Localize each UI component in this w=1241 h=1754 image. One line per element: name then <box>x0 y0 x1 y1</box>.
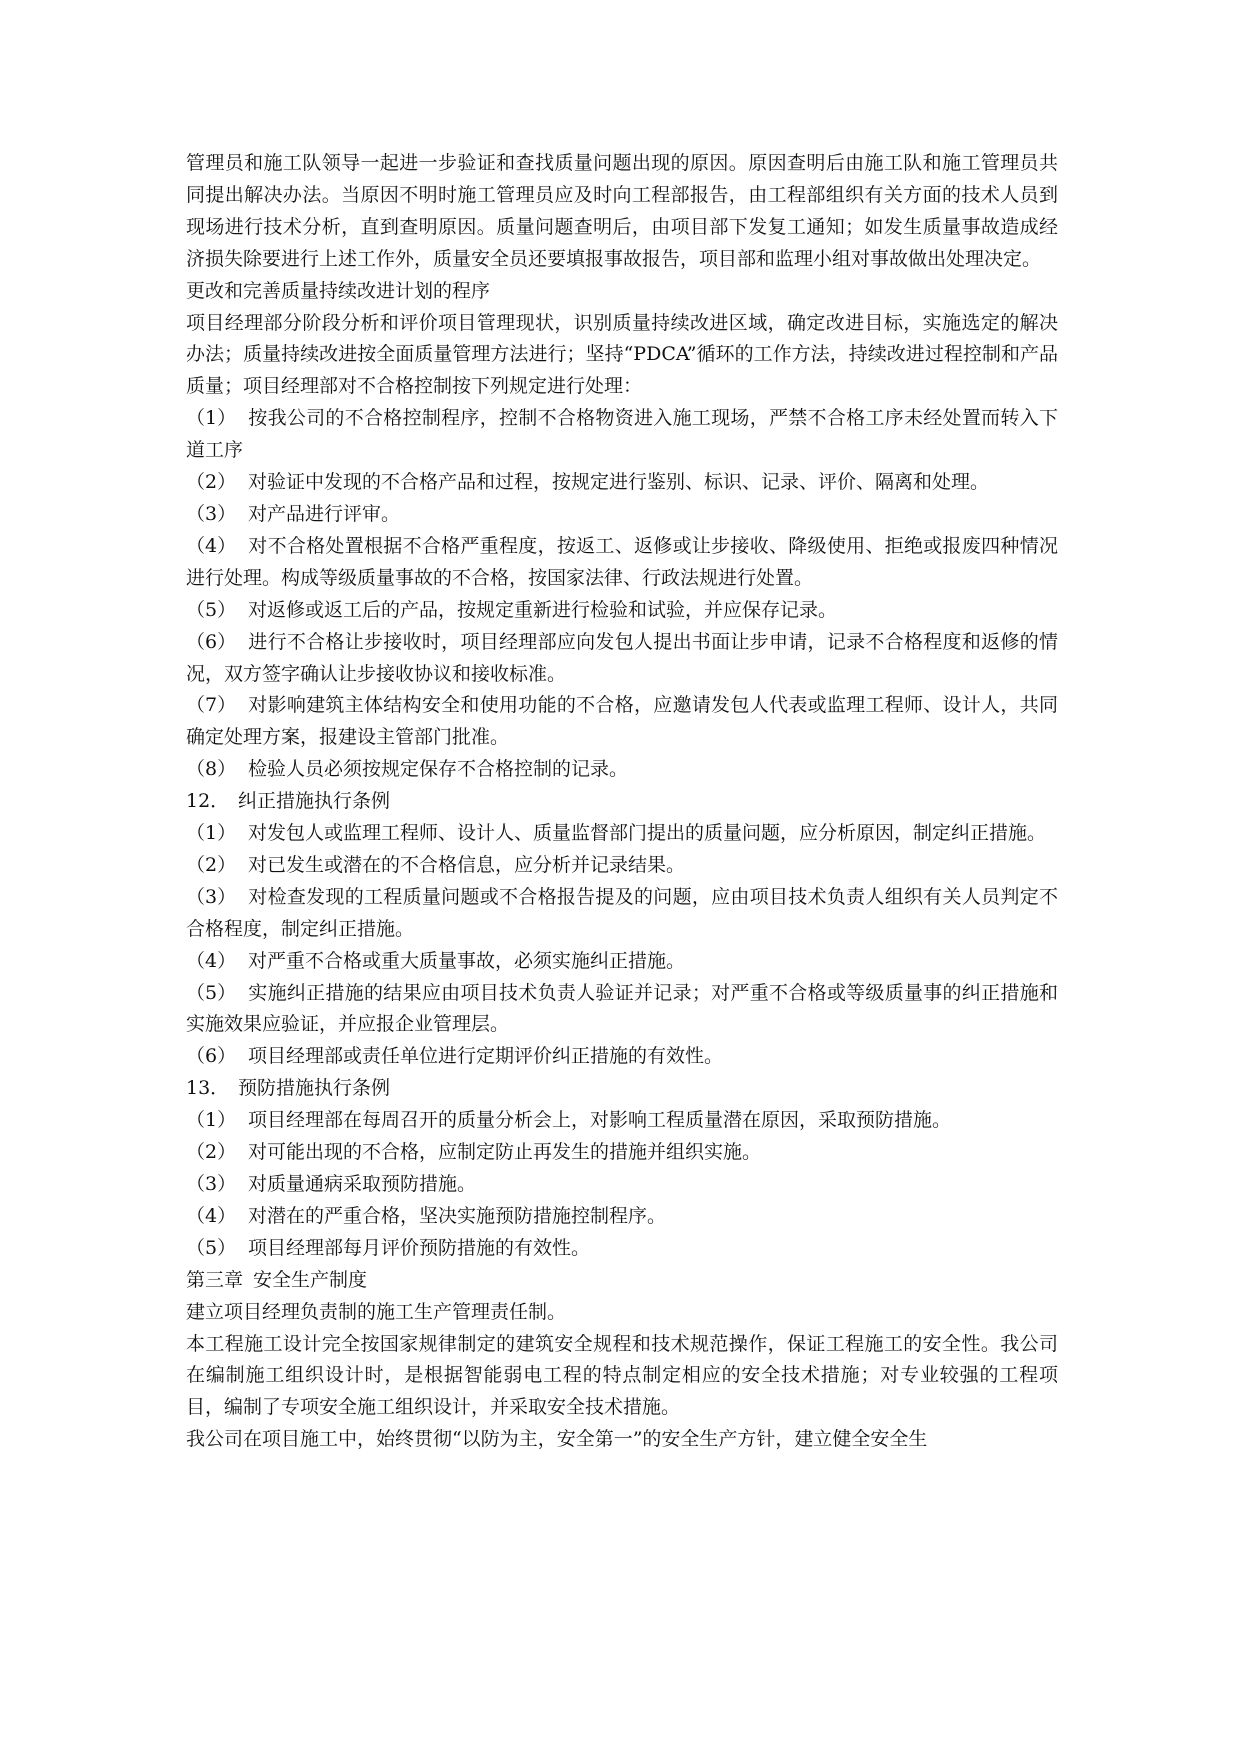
list-item-text: 检验人员必须按规定保存不合格控制的记录。 <box>248 758 629 781</box>
list-item <box>186 1233 1058 1265</box>
document-page <box>186 148 1058 1456</box>
list-item <box>186 850 1058 882</box>
list-item-number: （1） <box>186 1109 237 1132</box>
list-item-text: 对不合格处置根据不合格严重程度，按返工、返修或让步接收、降级使用、拒绝或报废四种情况进行处理。构成等级质量事故的不合格，按国家法律、行政法规进行处置。 <box>186 534 1058 589</box>
list-item <box>186 467 1058 499</box>
list-item <box>186 882 1058 946</box>
list-item <box>186 690 1058 754</box>
list-item <box>186 1105 1058 1137</box>
list-item-number: （4） <box>186 534 237 557</box>
list-item-number: （1） <box>186 822 237 845</box>
list-item-text: 对检查发现的工程质量问题或不合格报告提及的问题，应由项目技术负责人组织有关人员判定不合格程度，制定纠正措施。 <box>186 885 1058 940</box>
list-item-number: （5） <box>186 598 237 621</box>
list-item-text: 项目经理部每月评价预防措施的有效性。 <box>248 1236 591 1259</box>
list-item-number: （4） <box>186 949 237 972</box>
subheading: 更改和完善质量持续改进计划的程序 <box>186 279 491 302</box>
list-item <box>186 499 1058 531</box>
list-item-number: （1） <box>186 407 237 430</box>
list-item-number: （6） <box>186 630 237 653</box>
list-item <box>186 1137 1058 1169</box>
list-item-text: 对可能出现的不合格，应制定防止再发生的措施并组织实施。 <box>248 1141 762 1164</box>
list-item-number: （5） <box>186 981 237 1004</box>
list-item <box>186 1041 1058 1073</box>
list-item-text: 实施纠正措施的结果应由项目技术负责人验证并记录；对严重不合格或等级质量事的纠正措施和实施效果应验证，并应报企业管理层。 <box>186 981 1058 1036</box>
paragraph: 本工程施工设计完全按国家规律制定的建筑安全规程和技术规范操作，保证工程施工的安全性。我公司在编制施工组织设计时，是根据智能弱电工程的特点制定相应的安全技术措施；对专业较强的工程项目，编制了专项安全施工组织设计，并采取安全技术措施。 <box>186 1332 1058 1419</box>
chapter-heading <box>186 1265 1058 1297</box>
list-item-number: （4） <box>186 1204 237 1227</box>
list-item-number: （2） <box>186 471 237 494</box>
chapter-title: 安全生产制度 <box>253 1268 368 1291</box>
list-item-number: （7） <box>186 694 237 717</box>
list-item-text: 按我公司的不合格控制程序，控制不合格物资进入施工现场，严禁不合格工序未经处置而转入下道工序 <box>186 407 1058 462</box>
list-item-number: （3） <box>186 1173 237 1195</box>
paragraph: 管理员和施工队领导一起进一步验证和查找质量问题出现的原因。原因查明后由施工队和施工管理员共同提出解决办法。当原因不明时施工管理员应及时向工程部报告，由工程部组织有关方面的技术人员到现场进行技术分析，直到查明原因。质量问题查明后，由项目部下发复工通知；如发生质量事故造成经济损失除要进行上述工作外，质量安全员还要填报事故报告，项目部和监理小组对事故做出处理决定。 <box>186 152 1058 270</box>
list-item <box>186 754 1058 786</box>
section-title: 预防措施执行条例 <box>238 1077 391 1100</box>
list-item-number: （3） <box>186 885 237 908</box>
paragraph: 我公司在项目施工中，始终贯彻“以防为主，安全第一”的安全生产方针，建立健全安全生 <box>186 1428 928 1451</box>
list-item <box>186 1169 1058 1201</box>
list-item-number: （8） <box>186 758 237 781</box>
list-item-text: 对质量通病采取预防措施。 <box>248 1173 477 1195</box>
list-item-text: 对返修或返工后的产品，按规定重新进行检验和试验，并应保存记录。 <box>248 598 838 621</box>
section-number: 13． <box>186 1077 230 1100</box>
list-item <box>186 818 1058 850</box>
list-item-text: 项目经理部在每周召开的质量分析会上，对影响工程质量潜在原因，采取预防措施。 <box>248 1109 952 1132</box>
list-item-number: （2） <box>186 853 237 876</box>
list-item-text: 进行不合格让步接收时，项目经理部应向发包人提出书面让步申请，记录不合格程度和返修的情况，双方签字确认让步接收协议和接收标准。 <box>186 630 1058 685</box>
list-item-text: 对严重不合格或重大质量事故，必须实施纠正措施。 <box>248 949 686 972</box>
list-item-text: 对产品进行评审。 <box>248 502 401 525</box>
section-number: 12． <box>186 790 230 813</box>
list-item <box>186 978 1058 1042</box>
list-item-number: （2） <box>186 1141 237 1164</box>
list-item-text: 对潜在的严重合格，坚决实施预防措施控制程序。 <box>248 1204 667 1227</box>
chapter-number: 第三章 <box>186 1268 244 1291</box>
list-item <box>186 1201 1058 1233</box>
list-item-text: 对验证中发现的不合格产品和过程，按规定进行鉴别、标识、记录、评价、隔离和处理。 <box>248 471 990 494</box>
list-item-number: （5） <box>186 1236 237 1259</box>
list-item-text: 对影响建筑主体结构安全和使用功能的不合格，应邀请发包人代表或监理工程师、设计人，共同确定处理方案，报建设主管部门批准。 <box>186 694 1058 749</box>
list-item <box>186 946 1058 978</box>
section-heading <box>186 1073 1058 1105</box>
list-item <box>186 403 1058 467</box>
paragraph: 项目经理部分阶段分析和评价项目管理现状，识别质量持续改进区域，确定改进目标，实施选定的解决办法；质量持续改进按全面质量管理方法进行；坚持“PDCA”循环的工作方法，持续改进过程控制和产品质量；项目经理部对不合格控制按下列规定进行处理： <box>186 311 1058 398</box>
section-heading <box>186 786 1058 818</box>
section-title: 纠正措施执行条例 <box>238 790 391 813</box>
list-item-text: 对已发生或潜在的不合格信息，应分析并记录结果。 <box>248 853 686 876</box>
list-item <box>186 627 1058 691</box>
list-item-number: （3） <box>186 502 237 525</box>
list-item-text: 项目经理部或责任单位进行定期评价纠正措施的有效性。 <box>248 1045 724 1068</box>
list-item-number: （6） <box>186 1045 237 1068</box>
list-item <box>186 595 1058 627</box>
subheading: 建立项目经理负责制的施工生产管理责任制。 <box>186 1300 567 1323</box>
list-item-text: 对发包人或监理工程师、设计人、质量监督部门提出的质量问题，应分析原因，制定纠正措施。 <box>248 822 1047 845</box>
list-item <box>186 531 1058 595</box>
